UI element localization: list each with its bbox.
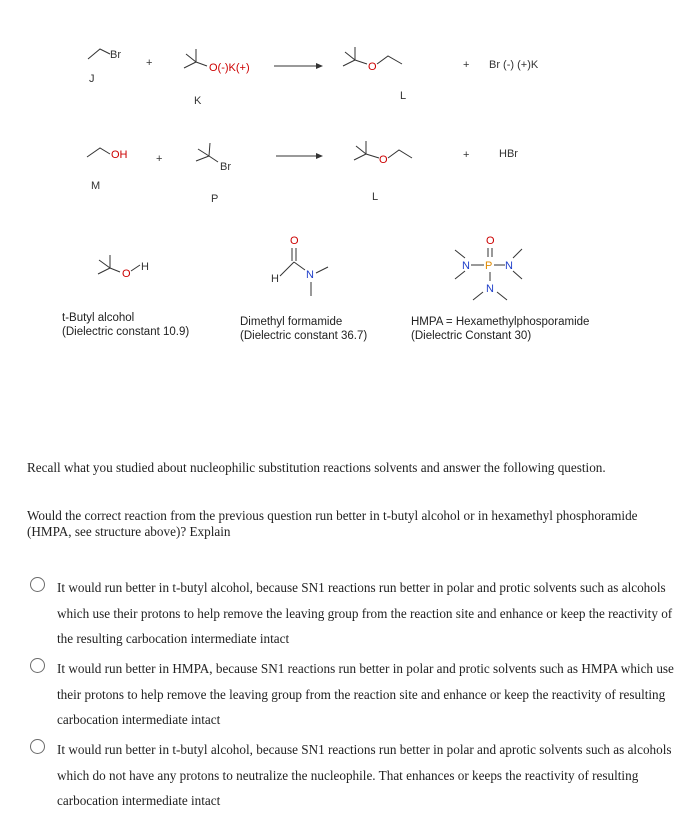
bromine-atom: Br bbox=[220, 161, 231, 173]
solvent-dielectric: (Dielectric Constant 30) bbox=[411, 330, 532, 342]
solvent-dielectric: (Dielectric constant 10.9) bbox=[62, 326, 190, 338]
radio-button[interactable] bbox=[30, 739, 45, 754]
compound-label-m: M bbox=[91, 180, 101, 192]
solvent-name: HMPA = Hexamethylphosporamide bbox=[411, 316, 590, 328]
radio-button[interactable] bbox=[30, 658, 45, 673]
solvent-name: t-Butyl alcohol bbox=[62, 312, 135, 324]
reaction-arrow-head bbox=[316, 63, 323, 69]
solvent-label-dmf bbox=[240, 315, 367, 343]
oxygen-atom: O bbox=[290, 235, 299, 247]
plus-sign: + bbox=[156, 153, 163, 165]
question-text: Would the correct reaction from the previous question run better in t-butyl alcohol or in hexamethyl phosphoramide (HMPA, see structure above)? Explain bbox=[27, 508, 638, 539]
nitrogen-atom: N bbox=[486, 283, 494, 295]
compound-label-p: P bbox=[211, 193, 219, 205]
structure-hmpa bbox=[455, 235, 522, 300]
molecule-p bbox=[196, 143, 231, 205]
structure-t-butyl-alcohol bbox=[98, 255, 149, 280]
bromine-atom: Br bbox=[110, 49, 121, 61]
radio-button[interactable] bbox=[30, 577, 45, 592]
compound-label-k: K bbox=[194, 95, 202, 107]
nitrogen-atom: N bbox=[505, 260, 513, 272]
phosphorus-atom: P bbox=[485, 260, 493, 272]
hydroxyl-group: OH bbox=[111, 149, 128, 161]
answer-option-text: It would run better in t-butyl alcohol, because SN1 reactions run better in polar and aprotic solvents such as alcohols which do not have any protons to neutralize the nucleophile. That enhances or keeps the reactivity of resulting carbocation intermediate intact bbox=[57, 742, 672, 808]
answer-option-text: It would run better in HMPA, because SN1 reactions run better in polar and protic solvents such as HMPA which use their protons to help remove the leaving group from the reaction site and enhance or keep the reactivity of resulting carbocation intermediate intact bbox=[57, 661, 674, 727]
byproduct-salt: Br (-) (+)K bbox=[489, 59, 539, 71]
solvent-dielectric: (Dielectric constant 36.7) bbox=[240, 330, 368, 342]
solvent-label-hmpa bbox=[411, 315, 589, 343]
solvent-name: Dimethyl formamide bbox=[240, 316, 343, 328]
hydrogen-atom: H bbox=[141, 261, 149, 273]
reaction-arrow-head bbox=[316, 153, 323, 159]
reaction-scheme bbox=[0, 0, 678, 360]
nitrogen-atom: N bbox=[462, 260, 470, 272]
compound-label-l: L bbox=[400, 90, 407, 102]
oxygen-atom: O bbox=[122, 268, 131, 280]
question-intro: Recall what you studied about nucleophilic substitution reactions solvents and answer the following question. bbox=[27, 460, 606, 475]
ether-oxygen: O bbox=[379, 154, 388, 166]
molecule-k bbox=[184, 49, 250, 107]
molecule-j bbox=[88, 49, 121, 85]
alkoxide-group: O(-)K(+) bbox=[209, 62, 250, 74]
solvent-label-t-butyl-alcohol bbox=[62, 311, 189, 339]
answer-option-text: It would run better in t-butyl alcohol, because SN1 reactions run better in polar and protic solvents such as alcohols which use their protons to help remove the leaving group from the reaction site and enhance or keep the reactivity of the resulting carbocation intermediate intact bbox=[57, 580, 673, 646]
hydrogen-atom: H bbox=[271, 273, 279, 285]
oxygen-atom: O bbox=[486, 235, 495, 247]
structure-dimethylformamide bbox=[271, 235, 328, 296]
plus-sign: + bbox=[463, 59, 470, 71]
plus-sign: + bbox=[463, 149, 470, 161]
molecule-m bbox=[87, 148, 128, 192]
compound-label-j: J bbox=[89, 73, 95, 85]
plus-sign: + bbox=[146, 57, 153, 69]
ether-oxygen: O bbox=[368, 61, 377, 73]
nitrogen-atom: N bbox=[306, 269, 314, 281]
byproduct-hbr: HBr bbox=[499, 148, 518, 160]
compound-label-l: L bbox=[372, 191, 379, 203]
molecule-l bbox=[343, 47, 406, 102]
molecule-l bbox=[354, 141, 412, 203]
